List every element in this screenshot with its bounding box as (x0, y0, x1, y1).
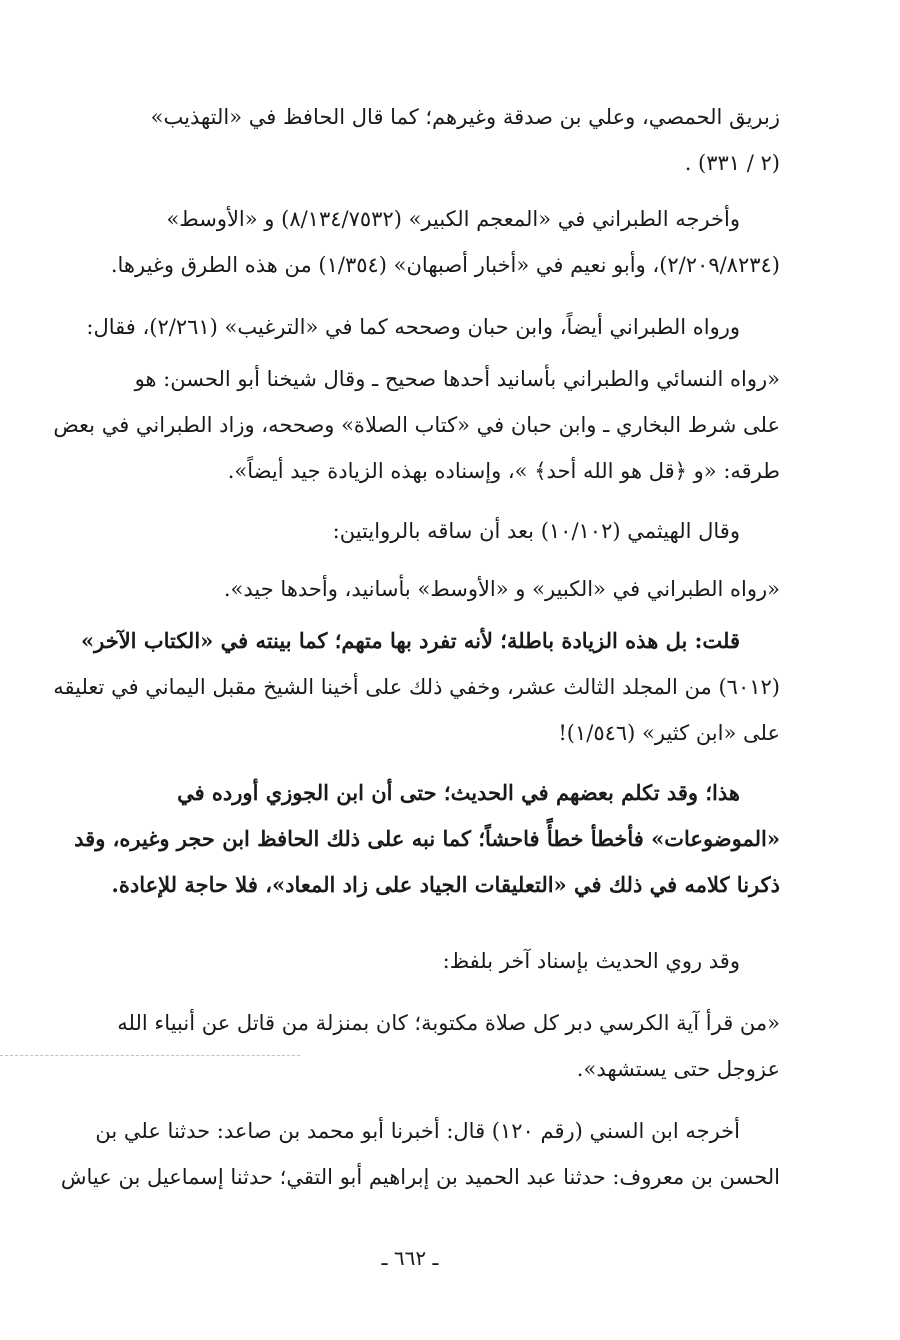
paragraph-1 (20, 94, 780, 186)
paragraph-9 (20, 938, 780, 984)
page-number: ـ ٦٦٢ ـ (381, 1246, 439, 1270)
paragraph-6-quote (20, 566, 780, 612)
text-line: عزوجل حتى يستشهد». (576, 1057, 780, 1081)
text-line: وأخرجه الطبراني في «المعجم الكبير» (٨/١٣٤/٧٥٣٢) و «الأوسط» (166, 207, 740, 231)
text-line: قلت: بل هذه الزيادة باطلة؛ لأنه تفرد بها متهم؛ كما بينته في «الكتاب الآخر» (81, 628, 740, 653)
paragraph-7 (20, 618, 780, 756)
paragraph-10-quote (20, 1000, 780, 1092)
text-line: الحسن بن معروف: حدثنا عبد الحميد بن إبراهيم أبو التقي؛ حدثنا إسماعيل بن عياش (60, 1165, 780, 1189)
text-line: «الموضوعات» فأخطأ خطأً فاحشاً؛ كما نبه على ذلك الحافظ ابن حجر وغيره، وقد (74, 826, 780, 851)
text-line: (٦٠١٢) من المجلد الثالث عشر، وخفي ذلك على أخينا الشيخ مقبل اليماني في تعليقه (53, 675, 780, 699)
paragraph-3 (20, 304, 780, 350)
paragraph-11 (20, 1108, 780, 1200)
paragraph-2 (20, 196, 780, 288)
text-line: على شرط البخاري ـ وابن حبان في «كتاب الصلاة» وصححه، وزاد الطبراني في بعض (53, 413, 780, 437)
text-line: على «ابن كثير» (١/٥٤٦)! (558, 721, 780, 745)
text-line: أخرجه ابن السني (رقم ١٢٠) قال: أخبرنا أبو محمد بن صاعد: حدثنا علي بن (95, 1119, 740, 1143)
paragraph-5 (20, 508, 780, 554)
text-line: «رواه الطبراني في «الكبير» و «الأوسط» بأسانيد، وأحدها جيد». (223, 577, 780, 601)
text-line: «من قرأ آية الكرسي دبر كل صلاة مكتوبة؛ كان بمنزلة من قاتل عن أنبياء الله (117, 1011, 780, 1035)
text-line: وقد روي الحديث بإسناد آخر بلفظ: (442, 949, 740, 973)
text-line: هذا؛ وقد تكلم بعضهم في الحديث؛ حتى أن ابن الجوزي أورده في (177, 780, 740, 805)
text-line: ورواه الطبراني أيضاً، وابن حبان وصححه كما في «الترغيب» (٢/٢٦١)، فقال: (86, 315, 740, 339)
text-line: ذكرنا كلامه في ذلك في «التعليقات الجياد على زاد المعاد»، فلا حاجة للإعادة. (111, 872, 780, 897)
paragraph-4-quote (20, 356, 780, 494)
paragraph-8 (20, 770, 780, 908)
text-line: (٢/٢٠٩/٨٢٣٤)، وأبو نعيم في «أخبار أصبهان» (١/٣٥٤) من هذه الطرق وغيرها. (110, 253, 780, 277)
text-line: طرقه: «و ﴿قل هو الله أحد﴾ »، وإسناده بهذه الزيادة جيد أيضاً». (227, 459, 780, 483)
text-line: «رواه النسائي والطبراني بأسانيد أحدها صحيح ـ وقال شيخنا أبو الحسن: هو (134, 367, 780, 391)
text-line: وقال الهيثمي (١٠/١٠٢) بعد أن ساقه بالروايتين: (332, 519, 740, 543)
text-line: (٢ / ٣٣١) . (684, 151, 780, 175)
text-line: زبريق الحمصي، وعلي بن صدقة وغيرهم؛ كما قال الحافظ في «التهذيب» (150, 105, 780, 129)
scan-artifact-line (0, 1055, 300, 1064)
